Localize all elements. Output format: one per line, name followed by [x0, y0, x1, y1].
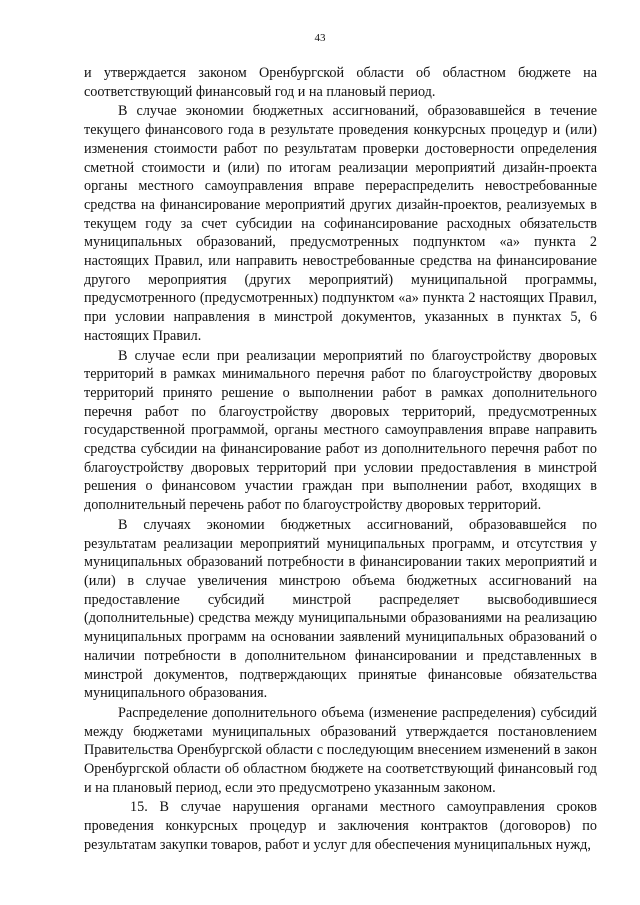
paragraph-continuation: и утверждается законом Оренбургской области об областном бюджете на соответствующий финансовый год и на плановый период. — [84, 65, 597, 100]
paragraph-redistribution: В случаях экономии бюджетных ассигнований, образовавшейся по результатам реализации мероприятий муниципальных программ, и отсутствия у муниципальных образований потребности в финансировании таких мероприятий и (или) в случае увеличения минстрою объема бюджетных ассигнований на предоставление субсидий минстрой распределяет высвободившиеся (дополнительные) средства между муниципальными образованиями на реализацию муниципальных программ на основании заявлений муниципальных образований о наличии потребности в дополнительном финансировании и представленных в минстрой документов, подтверждающих принятые финансовые обязательства муниципального образования. — [84, 516, 597, 702]
page-number: 43 — [314, 32, 326, 44]
paragraph-additional-allocation: Распределение дополнительного объема (изменение распределения) субсидий между бюджетами муниципальных образований утверждается постановлением Правительства Оренбургской области с последующим внесением изменений в закон Оренбургской области об областном бюджете на соответствующий финансовый год и на плановый период, если это предусмотрено указанным законом. — [84, 704, 597, 796]
document-body — [84, 64, 597, 856]
paragraph-budget-savings: В случае экономии бюджетных ассигнований, образовавшейся в течение текущего финансового года в результате проведения конкурсных процедур и (или) изменения стоимости работ по результатам проверки достоверности определения сметной стоимости и (или) по итогам реализации мероприятий дизайн-проекта органы местного самоуправления вправе перераспределить невостребованные средства на финансирование мероприятий других дизайн-проектов, реализуемых в текущем году за счет субсидии на софинансирование расходных обязательств муниципальных образований, предусмотренных подпунктом «а» пункта 2 настоящих Правил, или направить невостребованные средства на финансирование другого мероприятия (других мероприятий) муниципальной программы, предусмотренного (предусмотренных) подпунктом «а» пункта 2 настоящих Правил, при условии направления в минстрой документов, указанных в пунктах 5, 6 настоящих Правил. — [84, 103, 597, 344]
paragraph-courtyard-improvement: В случае если при реализации мероприятий по благоустройству дворовых территорий в рамках минимального перечня работ по благоустройству дворовых территорий принято решение о выполнении работ в рамках дополнительного перечня работ по благоустройству дворовых территорий, предусмотренных государственной программой, органы местного самоуправления вправе направить средства субсидии на финансирование работ из дополнительного перечня работ по благоустройству дворовых территорий при условии предоставления в минстрой решения о финансовом участии граждан при выполнении работ, входящих в дополнительный перечень работ по благоустройству дворовых территорий. — [84, 347, 597, 514]
paragraph-item-15: 15. В случае нарушения органами местного самоуправления сроков проведения конкурсных процедур и заключения контрактов (договоров) по результатам закупки товаров, работ и услуг для обеспечения муниципальных нужд, — [84, 799, 597, 853]
